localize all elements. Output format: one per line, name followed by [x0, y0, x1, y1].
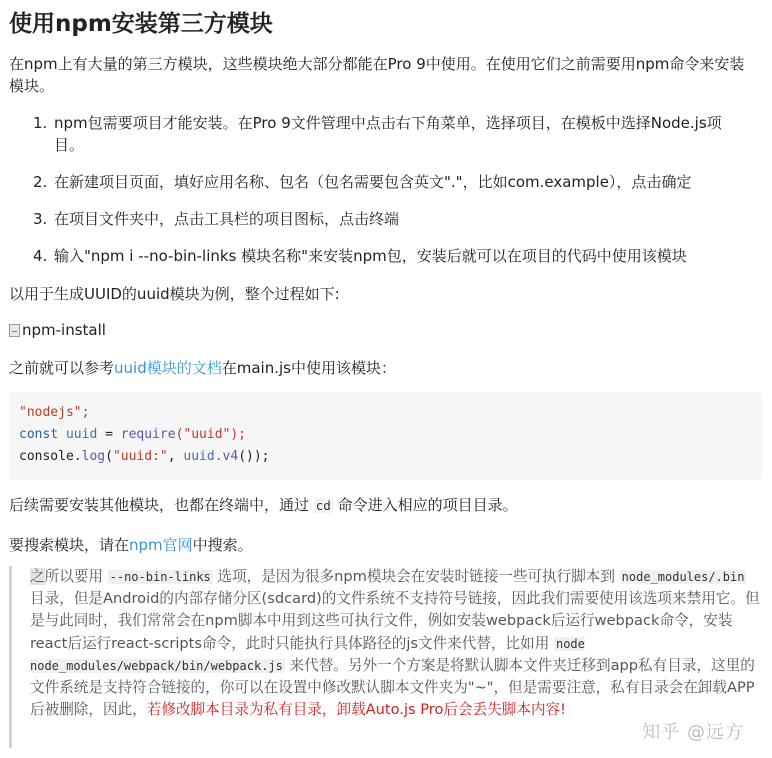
code-line: "nodejs"; [19, 405, 90, 420]
list-number: 2. [33, 173, 48, 191]
intro-paragraph: 在npm上有大量的第三方模块，这些模块绝大部分都能在Pro 9中使用。在使用它们之前需要用npm命令来安装模块。 [9, 55, 745, 95]
uuid-docs-link[interactable]: uuid模块的文档 [114, 359, 222, 377]
list-text: 在新建项目页面，填好应用名称、包名（包名需要包含英文"."，比如com.example），点击确定 [54, 173, 692, 191]
list-item [33, 112, 753, 156]
warning-text: 若修改脚本目录为私有目录，卸载Auto.js Pro后会丢失脚本内容! [146, 701, 566, 719]
broken-image-icon [9, 324, 20, 337]
image-alt-text: npm-install [22, 321, 106, 339]
npm-website-link[interactable]: npm官网 [129, 536, 193, 554]
zhihu-watermark: 知乎 @远方 [642, 722, 744, 743]
list-number: 1. [33, 114, 48, 132]
code-block [9, 392, 762, 480]
list-text: npm包需要项目才能安装。在Pro 9文件管理中点击右下角菜单，选择项目，在模板中选择Node.js项目。 [54, 114, 722, 154]
reference-text: 之前就可以参考 [9, 359, 115, 377]
list-number: 4. [33, 247, 48, 265]
code-line: const uuid = require("uuid"); [19, 427, 247, 442]
inline-code: node_modules/.bin [621, 570, 745, 584]
reference-text: 在main.js中使用该模块： [221, 359, 396, 377]
blockquote [9, 566, 765, 748]
reference-paragraph [9, 357, 396, 379]
page-title: 使用npm安装第三方模块 [9, 11, 273, 37]
list-text: 在项目文件夹中，点击工具栏的项目图标，点击终端 [54, 210, 400, 228]
search-paragraph: 要搜索模块，请在npm官网中搜索。 [9, 536, 253, 554]
list-text: 输入"npm i --no-bin-links 模块名称"来安装npm包，安装后就可以在项目的代码中使用该模块 [54, 247, 687, 265]
example-intro: 以用于生成UUID的uuid模块为例，整个过程如下: [9, 285, 340, 303]
blockquote-text: 之所以要用 --no-bin-links 选项，是因为很多npm模块会在安装时链接一些可执行脚本到 node_modules/.bin 目录，但是Android的内部存储分区(sdcard)的文件系统不支持符号链接，因此我们需要使用该选项来禁用它。但是与此同时，我们常常会在npm脚本中用到这些可执行文件，例如安装webpack后运行webpack命令，安装react后运行react-scripts命令，此时只能执行具体路径的js文件来代替，比如用 node node_modules/webpack/bin/webpack.js 来代替。另外一个方案是将默认脚本文件夹迁移到app私有目录，这里的文件系统是支持符合链接的，你可以在设置中修改默认脚本文件夹为"~"，但是需要注意，私有目录会在卸载APP后被删除，因此，若修改脚本目录为私有目录，卸载Auto.js Pro后会丢失脚本内容! [30, 568, 760, 719]
code-line: console.log("uuid:", uuid.v4()); [19, 449, 270, 464]
inline-code: node node_modules/webpack/bin/webpack.js [30, 636, 585, 673]
inline-code: --no-bin-links [109, 570, 211, 584]
npm-install-image [9, 319, 106, 341]
list-number: 3. [33, 210, 48, 228]
followup-paragraph: 后续需要安装其他模块，也都在终端中，通过 cd 命令进入相应的项目目录。 [9, 496, 518, 514]
inline-code: cd [315, 498, 331, 513]
